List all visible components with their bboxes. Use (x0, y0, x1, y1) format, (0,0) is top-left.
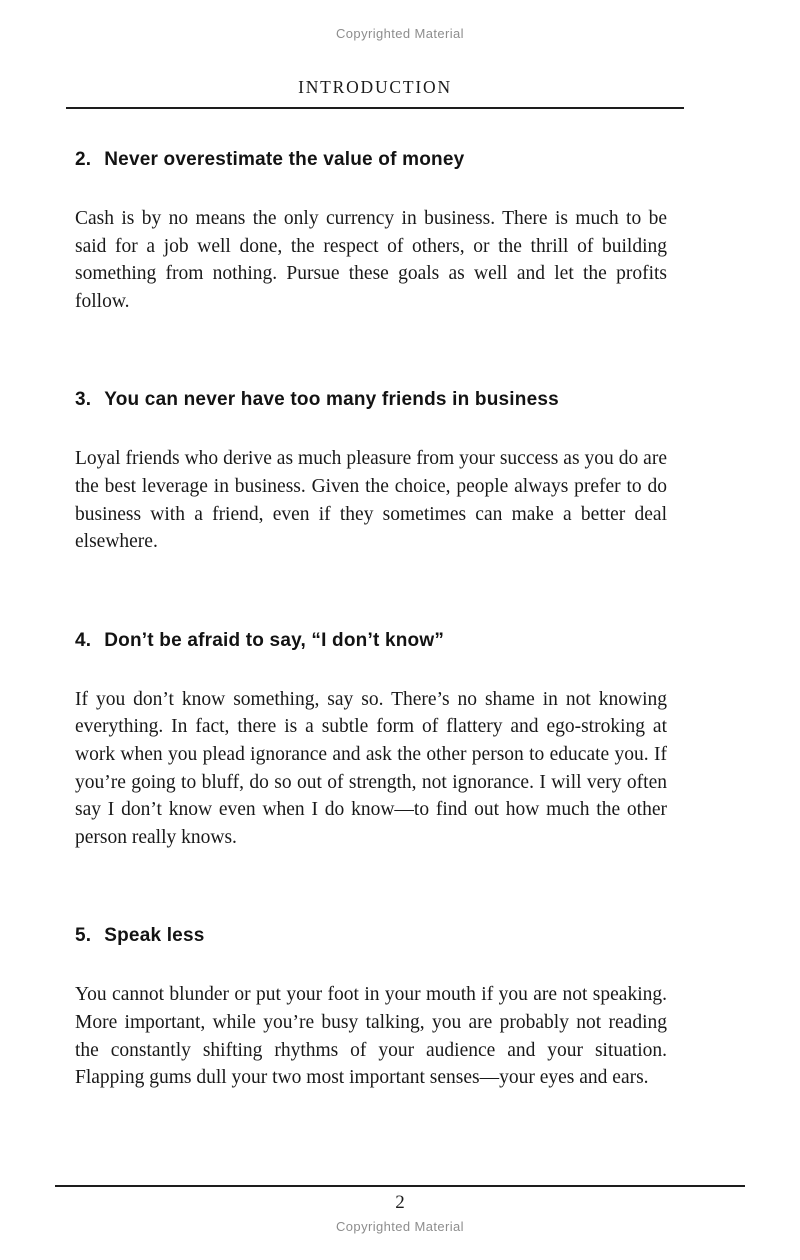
section-heading (75, 149, 667, 171)
section-number: 5. (75, 925, 92, 947)
section-title: Don’t be afraid to say, “I don’t know” (104, 629, 445, 651)
section-heading (75, 389, 667, 411)
running-head: INTRODUCTION (298, 77, 452, 97)
section (75, 389, 667, 555)
section-paragraph: You cannot blunder or put your foot in your mouth if you are not speaking. More important, while you’re busy talking, you are probably not reading the constantly shifting rhythms of your audience and your situation. Flapping gums dull your two most important senses—your eyes and ears. (75, 984, 667, 1089)
section-title: Never overestimate the value of money (104, 149, 465, 170)
page-number: 2 (395, 1192, 405, 1213)
page-footer (0, 1185, 800, 1234)
header-rule (66, 107, 684, 109)
section (75, 149, 667, 315)
section-number: 4. (75, 629, 92, 651)
section-heading (75, 925, 667, 947)
section (75, 925, 667, 1091)
section-heading (75, 630, 667, 652)
copyright-notice-bottom: Copyrighted Material (336, 1219, 464, 1234)
page-header (66, 77, 684, 109)
section-title: Speak less (104, 925, 205, 947)
section-number: 3. (75, 389, 92, 411)
footer-rule (55, 1185, 745, 1187)
section-paragraph: Cash is by no means the only currency in business. There is much to be said for a job well done, the respect of others, or the thrill of building something from nothing. Pursue these goals as well and let the profits follow. (75, 208, 667, 312)
section-paragraph: If you don’t know something, say so. There’s no shame in not knowing everything. In fact, there is a subtle form of flattery and ego-stroking at work when you plead ignorance and ask the other person to educate you. If you’re going to bluff, do so out of strength, not ignorance. I will very often say I don’t know even when I do know—to find out how much the other person really knows. (75, 688, 667, 848)
section-number: 2. (75, 149, 92, 170)
section (75, 630, 667, 852)
page-content (75, 149, 667, 1092)
section-paragraph: Loyal friends who derive as much pleasure from your success as you do are the best leverage in business. Given the choice, people always prefer to do business with a friend, even if they sometimes can make a better deal elsewhere. (75, 448, 667, 553)
section-title: You can never have too many friends in business (104, 389, 559, 411)
copyright-notice-top: Copyrighted Material (336, 26, 464, 41)
